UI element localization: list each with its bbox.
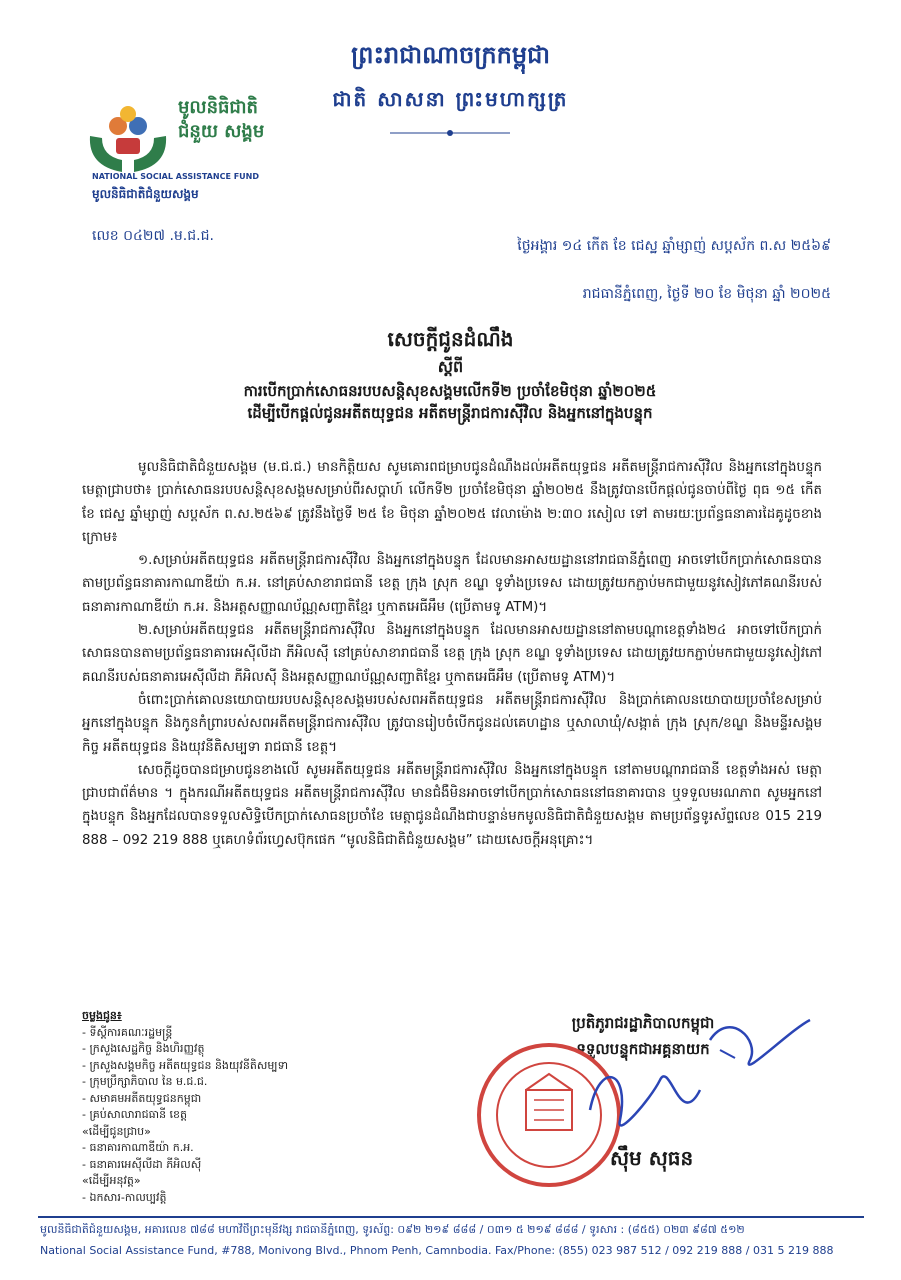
cc-item: - ធនាគារអេស៊ីលីដា ភីអិលស៊ី xyxy=(82,1157,202,1171)
notice-title: សេចក្តីជូនដំណឹង xyxy=(387,327,514,351)
cc-item: - ក្រសួងសង្គមកិច្ច អតីតយុទ្ធជន និងយុវនីតិសម្បទា xyxy=(82,1058,289,1072)
cc-item: - ក្រុមប្រឹក្សាភិបាល នៃ ម.ជ.ជ. xyxy=(82,1075,208,1088)
notice-body xyxy=(82,456,822,852)
body-paragraph: សេចក្តីដូចបានជម្រាបជូនខាងលើ សូមអតីតយុទ្ធជន អតីតមន្ត្រីរាជការស៊ីវិល និងអ្នកនៅក្នុងបន្ទុក នៅតាមបណ្តារាជធានី ខេត្តទាំងអស់ មេត្តាជ្រាបជាព័ត៌មាន ។ ក្នុងករណីអតីតយុទ្ធជន អតីតមន្ត្រីរាជការស៊ីវិល មានជំងឺមិនអាចទៅបើកប្រាក់សោធននៅធនាគារបាន ឬទទួលមរណភាព សូមអ្នកនៅក្នុងបន្ទុក និងអ្នកដែលបានទទួលសិទ្ធិបើកប្រាក់សោធនប្រចាំខែ មេត្តាជូនដំណឹងជាបន្ទាន់មកមូលនិធិជាតិជំនួយសង្គម តាមប្រព័ន្ធទូរស័ព្ទលេខ 015 219 888 – 092 219 888 ឬគេហទំព័រហ្វេសប៊ុកផេក “មូលនិធិជាតិជំនួយសង្គម” ដោយសេចក្តីអនុគ្រោះ។ xyxy=(82,762,822,848)
handwritten-signature-icon xyxy=(560,1000,820,1150)
lunar-date: ថ្ងៃអង្គារ ១៤ កើត ខែ ជេស្ឋ ឆ្នាំម្សាញ់ សប្តស័ក ព.ស ២៥៦៩ xyxy=(517,238,831,254)
body-paragraph: ២.សម្រាប់អតីតយុទ្ធជន អតីតមន្ត្រីរាជការស៊ីវិល និងអ្នកនៅក្នុងបន្ទុក ដែលមានអាសយដ្ឋាននៅតាមបណ្តាខេត្តទាំង២៤ អាចទៅបើកប្រាក់សោធនបានតាមប្រព័ន្ធធនាគារអេស៊ីលីដា ភីអិលស៊ី នៅគ្រប់សាខារាជធានី ខេត្ត ក្រុង ស្រុក ខណ្ឌ ទូទាំងប្រទេស ដោយត្រូវយកភ្ជាប់មកជាមួយនូវសៀវភៅគណនីរបស់ធនាគារអេស៊ីលីដា ភីអិលស៊ី និងអត្តសញ្ញាណប័ណ្ណសញ្ជាតិខ្មែរ ឬកាតអេធីអឹម (ប្រើតាមទូ ATM)។ xyxy=(82,623,822,685)
cc-item: «ដើម្បីអនុវត្ត» xyxy=(82,1174,141,1187)
cc-item: - គ្រប់សាលារាជធានី ខេត្ត xyxy=(82,1108,188,1121)
cc-item: - ក្រសួងសេដ្ឋកិច្ច និងហិរញ្ញវត្ថុ xyxy=(82,1042,205,1055)
cc-item: - ទីស្តីការគណៈរដ្ឋមន្ត្រី xyxy=(82,1025,173,1039)
cc-item: - ឯកសារ-កាលប្បវត្តិ xyxy=(82,1190,167,1204)
body-paragraph: ចំពោះប្រាក់គោលនយោបាយរបបសន្តិសុខសង្គមរបស់សពអតីតយុទ្ធជន អតីតមន្ត្រីរាជការស៊ីវិល និងប្រាក់គោលនយោបាយប្រចាំខែសម្រាប់អ្នកនៅក្នុងបន្ទុក និងកូនកំព្រារបស់សពអតីតមន្ត្រីរាជការស៊ីវិល ត្រូវបានរៀបចំបើកជូនដល់គេហដ្ឋាន ឬសាលាឃុំ/សង្កាត់ ក្រុង ស្រុក/ខណ្ឌ និងមន្ទីរសង្គមកិច្ច អតីតយុទ្ធជន និងយុវនីតិសម្បទា រាជធានី ខេត្ត។ xyxy=(82,692,822,755)
body-paragraph: ១.សម្រាប់អតីតយុទ្ធជន អតីតមន្ត្រីរាជការស៊ីវិល និងអ្នកនៅក្នុងបន្ទុក ដែលមានអាសយដ្ឋាននៅរាជធានីភ្នំពេញ អាចទៅបើកប្រាក់សោធនបានតាមប្រព័ន្ធធនាគារកាណាឌីយ៉ា ក.អ. នៅគ្រប់សាខារាជធានី ខេត្ត ក្រុង ស្រុក ខណ្ឌ ទូទាំងប្រទេស ដោយត្រូវយកភ្ជាប់មកជាមួយនូវសៀវភៅគណនីរបស់ធនាគារកាណាឌីយ៉ា ក.អ. និងអត្តសញ្ញាណប័ណ្ណសញ្ជាតិខ្មែរ ឬកាតអេធីអឹម (ប្រើតាមទូ ATM)។ xyxy=(82,553,822,615)
signatory-title-line: ប្រតិភូរាជរដ្ឋាភិបាលកម្ពុជា xyxy=(571,1014,715,1032)
ornament-divider-icon xyxy=(390,128,510,138)
logo-org-label: មូលនិធិជាតិជំនួយសង្គម xyxy=(92,187,199,201)
signatory-title-line: ទទួលបន្ទុកជាអគ្គនាយក xyxy=(576,1040,710,1058)
notice-subject xyxy=(80,380,820,424)
logo-khmer-name: មូលនិធិជាតិ ជំនួយ សង្គម xyxy=(178,97,265,142)
footer-address-english: National Social Assistance Fund, #788, Monivong Blvd., Phnom Penh, Camnbodia. Fax/Phone: (855) 023 987 512 / 092 219 888 / 031 5 219 888 xyxy=(40,1244,834,1257)
cc-item: - ធនាគារកាណាឌីយ៉ា ក.អ. xyxy=(82,1141,194,1154)
notice-about: ស្តីពី xyxy=(437,357,464,376)
cc-list xyxy=(82,1008,382,1206)
national-motto: ជាតិ សាសនា ព្រះមហាក្សត្រ xyxy=(332,87,569,111)
subject-line: ការបើកប្រាក់សោធនរបបសន្តិសុខសង្គមលើកទី២ ប្រចាំខែមិថុនា ឆ្នាំ២០២៥ xyxy=(243,382,657,400)
signatory-name: ស៊ឹម សុធន xyxy=(610,1146,694,1170)
cc-item: - សមាគមអតីតយុទ្ធជនកម្ពុជា xyxy=(82,1091,202,1105)
kingdom-heading: ព្រះរាជាណាចក្រកម្ពុជា xyxy=(351,41,550,69)
cc-heading: ចម្លងជូន៖ xyxy=(82,1009,122,1022)
body-paragraph: មូលនិធិជាតិជំនួយសង្គម (ម.ជ.ជ.) មានកិត្តិយស សូមគោរពជម្រាបជូនដំណឹងដល់អតីតយុទ្ធជន អតីតមន្ត្រីរាជការស៊ីវិល និងអ្នកនៅក្នុងបន្ទុក មេត្តាជ្រាបថា៖ ប្រាក់សោធនរបបសន្តិសុខសង្គមសម្រាប់ពីរសប្តាហ៍ លើកទី២ ប្រចាំខែមិថុនា ឆ្នាំ២០២៥ នឹងត្រូវបានបើកផ្តល់ជូនចាប់ពីថ្ងៃ ពុធ ១៥ កើត ខែ ជេស្ឋ ឆ្នាំម្សាញ់ សប្តស័ក ព.ស.២៥៦៩ ត្រូវនឹងថ្ងៃទី ២៥ ខែ មិថុនា ឆ្នាំ២០២៥ វេលាម៉ោង ២:៣០ រសៀល ទៅ តាមរយៈប្រព័ន្ធធនាគារដៃគូដូចខាងក្រោម៖ xyxy=(82,460,822,545)
footer-divider xyxy=(38,1216,864,1218)
reference-number: លេខ ០៤២៧ .ម.ជ.ជ. xyxy=(92,228,214,244)
nsaf-logo-icon xyxy=(82,96,174,176)
cc-item: «ដើម្បីជូនជ្រាប» xyxy=(82,1124,151,1138)
footer-address-khmer: មូលនិធិជាតិជំនួយសង្គម, អគារលេខ ៧៨៨ មហាវិថីព្រះមុនីវង្ស រាជធានីភ្នំពេញ, ទូរស័ព្ទ: ០៩២ ២១៩ ៨៨៨ / ០៣១ ៥ ២១៩ ៨៨៨ / ទូរសារ : (៨៥៥) ០២៣ ៩៨៧ ៥១២ xyxy=(40,1223,745,1236)
logo-english-name: NATIONAL SOCIAL ASSISTANCE FUND xyxy=(92,172,259,181)
solar-date: រាជធានីភ្នំពេញ, ថ្ងៃទី ២០ ខែ មិថុនា ឆ្នាំ ២០២៥ xyxy=(582,286,831,302)
subject-line: ដើម្បីបើកផ្តល់ជូនអតីតយុទ្ធជន អតីតមន្ត្រីរាជការស៊ីវិល និងអ្នកនៅក្នុងបន្ទុក xyxy=(247,404,653,422)
